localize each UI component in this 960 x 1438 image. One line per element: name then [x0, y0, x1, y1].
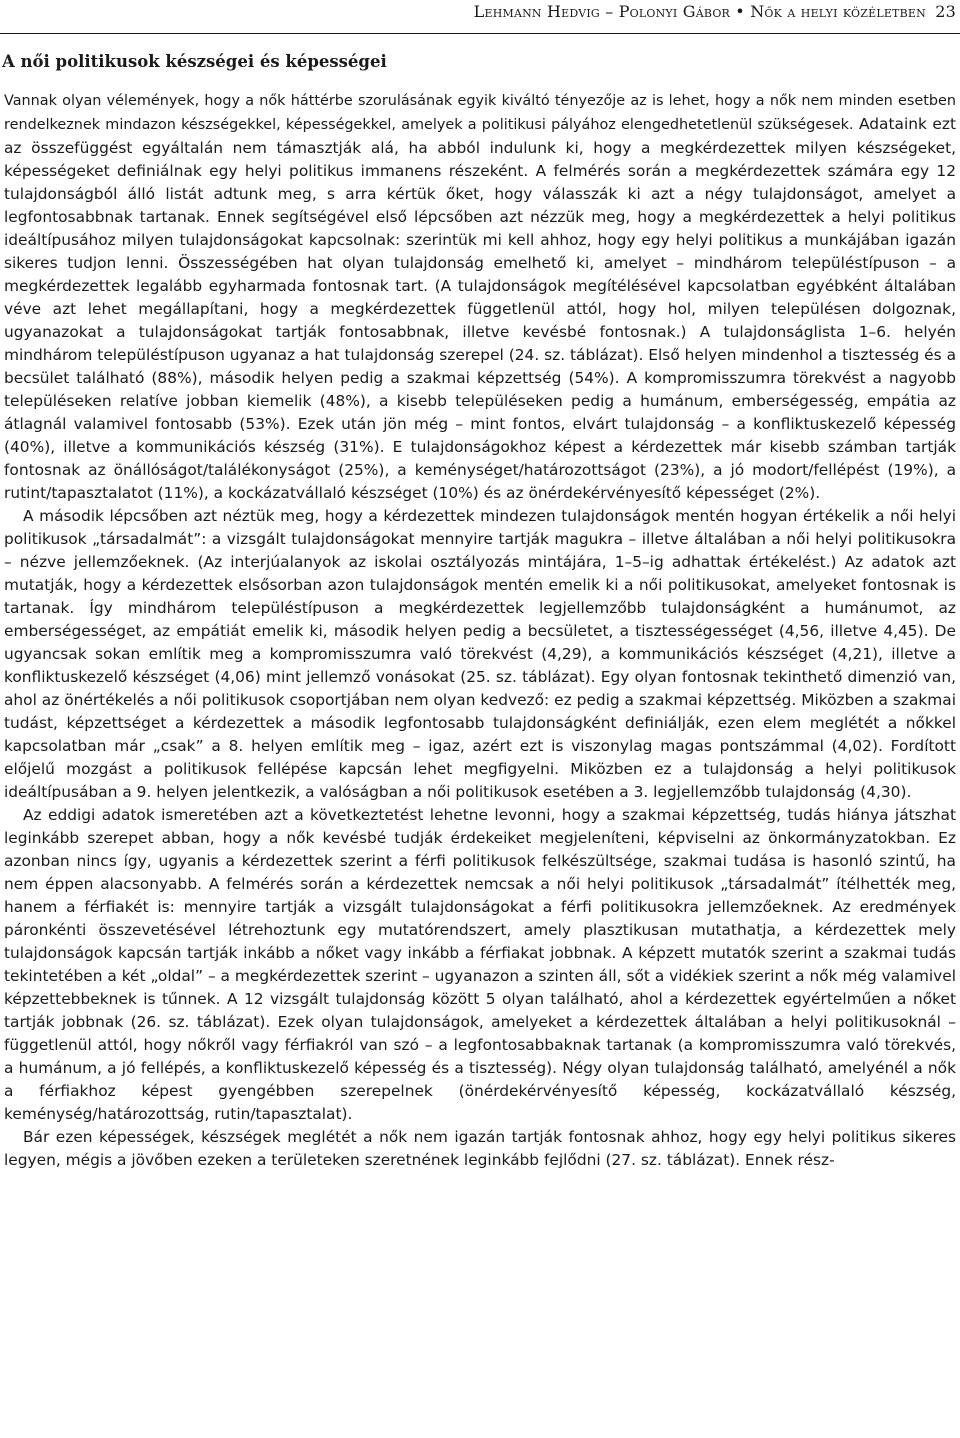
page-number: 23: [935, 2, 956, 21]
paragraph-1-lead: Vannak olyan vélemények, hogy a nők háttérbe szorulásának egyik kiváltó tényezője az is lehet, hogy a nők nem minden esetben rendelkeznek mindazon készségekkel, képességekkel, amelyek a politikusi pályához elengedhetetlenül szükségesek.: [4, 93, 956, 133]
running-title: Lehmann Hedvig – Polonyi Gábor • Nők a helyi közéletben: [473, 2, 926, 21]
paragraph-1: [4, 89, 956, 505]
section-title: A női politikusok készségei és képességei: [2, 52, 387, 71]
paragraph-2: A második lépcsőben azt néztük meg, hogy a kérdezettek mindezen tulajdonságok mentén hogyan értékelik a női helyi politikusok „társadalmát”: a vizsgált tulajdonságokat mennyire tartják magukra – illetve általában a női helyi politikusokra – nézve jellemzőeknek. (Az interjúalanyok az iskolai osztályozás mintájára, 1–5–ig adhattak értékelést.) Az adatok azt mutatják, hogy a kérdezettek elsősorban azon tulajdonságok mentén emelik ki a női politikusokat, amelyeket fontosnak is tartanak. Így mindhárom településtípuson a megkérdezettek legjellemzőbb tulajdonságként a humánumot, az emberségességet, az empátiát emelik ki, második helyen pedig a becsületet, a tisztességességet (4,56, illetve 4,45). De ugyancsak sokan említik meg a kompromisszumra való törekvést (4,29), a kommunikációs készséget (4,21), illetve a konfliktuskezelő készséget (4,06) mint jellemző vonásokat (25. sz. táblázat). Egy olyan fontosnak tekinthető dimenzió van, ahol az önértékelés a női politikusok csoportjában nem olyan kedvező: ez pedig a szakmai képzettség. Miközben a szakmai tudást, képzettséget a kérdezettek a második legfontosabb tulajdonságként definiálják, ezen elem meglétét a nőkkel kapcsolatban már „csak” a 8. helyen említik meg – igaz, azért ezt is viszonylag magas pontszámmal (4,02). Fordított előjelű mozgást a politikusok fellépése kapcsán lehet megfigyelni. Miközben ez a tulajdonság a helyi politikusok ideáltípusában a 9. helyen jelentkezik, a valóságban a női politikusok esetében a 3. legjellemzőbb tulajdonság (4,30).: [4, 507, 956, 801]
body-text: [4, 89, 956, 1438]
paragraph-1-rest: Adataink ezt az összefüggést egyáltalán nem támasztják alá, ha abból indulunk ki, hogy a megkérdezettek milyen készségeket, képességeket definiálnak egy helyi politikus immanens részeként. A felmérés során a megkérdezettek számára egy 12 tulajdonságból álló listát adtunk meg, s arra kértük őket, hogy válasszák ki azt a négy tulajdonságot, amelyet a legfontosabbnak tartanak. Ennek segítségével első lépcsőben azt nézzük meg, hogy a megkérdezettek a helyi politikus ideáltípusához milyen tulajdonságokat kapcsolnak: szerintük mi kell ahhoz, hogy egy helyi politikus a munkájában igazán sikeres tudjon lenni. Összességében hat olyan tulajdonság emelhető ki, amelyet – mindhárom településtípuson – a megkérdezettek legalább egyharmada fontosnak tart. (A tulajdonságok megítélésével kapcsolatban egyébként általában véve azt lehet megállapítani, hogy a megkérdezettek függetlenül attól, hogy hol, milyen településen dolgoznak, ugyanazokat a tulajdonságokat tartják fontosabbnak, illetve kevésbé fontosnak.) A tulajdonságlista 1–6. helyén mindhárom településtípuson ugyanaz a hat tulajdonság szerepel (24. sz. táblázat). Első helyen mindenhol a tisztesség és a becsület található (88%), második helyen pedig a szakmai képzettség (54%). A kompromisszumra törekvést a nagyobb településeken relatíve jobban kiemelik (48%), a kisebb településeken pedig a humánum, emberségesség, empátia az átlagnál valamivel fontosabb (53%). Ezek után jön még – mint fontos, elvárt tulajdonság – a konfliktuskezelő képesség (40%), illetve a kommunikációs készség (31%). E tulajdonságokhoz képest a kérdezettek már kisebb számban tartják fontosnak az önállóságot/találékonyságot (25%), a keménységet/határozottságot (23%), a jó modort/fellépést (19%), a rutint/tapasztalatot (11%), a kockázatvállaló készséget (10%) és az önérdekérvényesítő képességet (2%).: [4, 115, 957, 502]
running-header: [300, 2, 956, 21]
header-rule: [0, 33, 960, 34]
paragraph-3: Az eddigi adatok ismeretében azt a következtetést lehetne levonni, hogy a szakmai képzettség, tudás hiánya játszhat leginkább szerepet abban, hogy a nők kevésbé tudják érdekeiket megjeleníteni, képviselni az önkormányzatokban. Ez azonban nincs így, ugyanis a kérdezettek szerint a férfi politikusok felkészültsége, szakmai tudása is hasonló szintű, ha nem éppen alacsonyabb. A felmérés során a kérdezettek nemcsak a női helyi politikusok „társadalmát” ítélhették meg, hanem a férfiakét is: mennyire tartják a vizsgált tulajdonságokat a férfi politikusokra jellemzőeknek. Az eredmények páronkénti összevetésével létrehoztunk egy mutatórendszert, amely plasztikusan mutathatja, a kérdezettek mely tulajdonságok kapcsán tartják inkább a nőket vagy inkább a férfiakat jobbnak. A képzett mutatók szerint a szakmai tudás tekintetében a két „oldal” – a megkérdezettek szerint – ugyanazon a szinten áll, sőt a vidékiek szerint a nők még valamivel képzettebbeknek is tűnnek. A 12 vizsgált tulajdonság között 5 olyan található, ahol a kérdezettek egyértelműen a nőket tartják jobbnak (26. sz. táblázat). Ezek olyan tulajdonságok, amelyeket a kérdezettek általában a helyi politikusoknál – függetlenül attól, hogy nőkről vagy férfiakról van szó – a legfontosabbaknak tartanak (a kompromisszumra való törekvés, a humánum, a jó fellépés, a konfliktuskezelő képesség és a tisztesség). Négy olyan tulajdonság található, amelyénél a nők a férfiakhoz képest gyengébben szerepelnek (önérdekérvényesítő képesség, kockázatvállaló készség, keménység/határozottság, rutin/tapasztalat).: [4, 806, 956, 1123]
paragraph-4: Bár ezen képességek, készségek meglétét a nők nem igazán tartják fontosnak ahhoz, hogy egy helyi politikus sikeres legyen, mégis a jövőben ezeken a területeken szeretnének leginkább fejlődni (27. sz. táblázat). Ennek rész-: [4, 1128, 956, 1169]
